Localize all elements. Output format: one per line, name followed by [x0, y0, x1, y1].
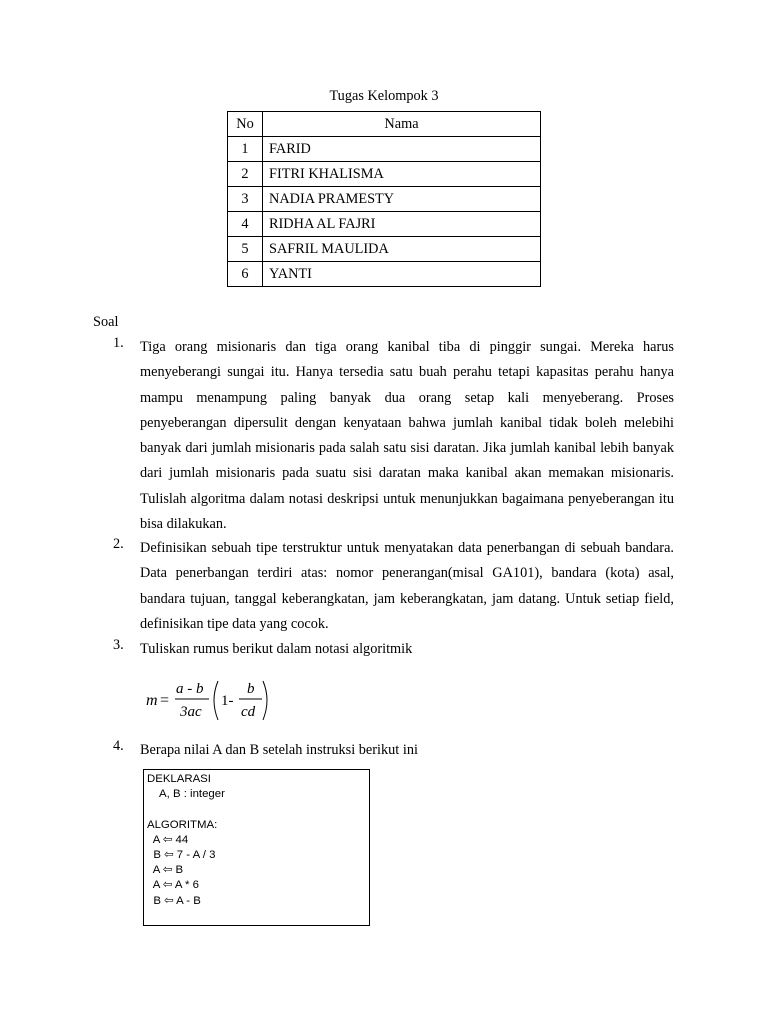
- question-item: [113, 738, 674, 763]
- code-line: B ⇦ 7 - A / 3: [147, 848, 216, 861]
- formula-frac1-numerator: a - b: [176, 681, 204, 697]
- code-box: [143, 769, 370, 926]
- row-no: 4: [228, 212, 263, 237]
- code-line: A, B : integer: [147, 788, 225, 801]
- soal-heading: Soal: [93, 314, 119, 330]
- code-line: [147, 802, 369, 817]
- question-number: 1.: [113, 335, 124, 351]
- question-number: 2.: [113, 536, 124, 552]
- row-no: 1: [228, 137, 263, 162]
- code-line: A ⇦ A * 6: [147, 879, 199, 892]
- table-row: [228, 237, 541, 262]
- row-nama: FARID: [263, 137, 541, 162]
- table-row: [228, 162, 541, 187]
- formula-equals: =: [160, 692, 170, 709]
- row-no: 5: [228, 237, 263, 262]
- question-item: [113, 335, 674, 537]
- question-text: Definisikan sebuah tipe terstruktur untuk menyatakan data penerbangan di sebuah bandara. Data penerbangan terdiri atas: nomor penerangan(misal GA101), bandara (kota) asal, bandara tujuan, tanggal keberangkatan, jam keberangkatan, jam datang. Untuk setiap field, definisikan tipe data yang cocok.: [140, 540, 674, 632]
- code-line: A ⇦ 44: [147, 833, 189, 846]
- formula-one-minus: 1-: [221, 693, 234, 709]
- formula-frac1-denominator: 3ac: [180, 704, 202, 720]
- question-number: 4.: [113, 738, 124, 754]
- right-paren: [263, 681, 267, 720]
- row-nama: RIDHA AL FAJRI: [263, 212, 541, 237]
- code-line: A ⇦ B: [147, 864, 184, 877]
- question-text: Tiga orang misionaris dan tiga orang kanibal tiba di pinggir sungai. Mereka harus menyeberangi sungai itu. Hanya tersedia satu buah perahu tetapi kapasitas perahu hanya mampu menampung paling banyak dua orang setap kali menyeberang. Proses penyeberangan dipersulit dengan kenyataan bahwa jumlah kanibal tidak boleh melebihi banyak dari jumlah misionaris pada salah satu sisi daratan. Jika jumlah kanibal lebih banyak dari jumlah misionaris pada suatu sisi daratan maka kanibal akan memakan misionaris. Tulislah algoritma dalam notasi deskripsi untuk menunjukkan bagaimana penyeberangan itu bisa dilakukan.: [140, 339, 674, 533]
- question-text: Tuliskan rumus berikut dalam notasi algoritmik: [140, 641, 413, 657]
- row-nama: FITRI KHALISMA: [263, 162, 541, 187]
- formula: [146, 678, 286, 726]
- header-no: No: [228, 112, 263, 137]
- formula-frac2-numerator: b: [247, 681, 255, 697]
- row-nama: YANTI: [263, 262, 541, 287]
- formula-lhs: m: [146, 692, 158, 709]
- row-no: 3: [228, 187, 263, 212]
- question-item: [113, 536, 674, 637]
- question-text: Berapa nilai A dan B setelah instruksi berikut ini: [140, 742, 418, 758]
- header-nama: Nama: [263, 112, 541, 137]
- code-line: B ⇦ A - B: [147, 894, 201, 907]
- row-nama: NADIA PRAMESTY: [263, 187, 541, 212]
- question-number: 3.: [113, 637, 124, 653]
- formula-frac2-denominator: cd: [241, 704, 256, 720]
- row-no: 2: [228, 162, 263, 187]
- member-table: [227, 111, 541, 287]
- table-header-row: [228, 112, 541, 137]
- left-paren: [214, 681, 218, 720]
- table-row: [228, 262, 541, 287]
- document-title: Tugas Kelompok 3: [329, 88, 439, 104]
- code-line: DEKLARASI: [147, 773, 211, 785]
- table-row: [228, 187, 541, 212]
- row-no: 6: [228, 262, 263, 287]
- question-item: [113, 637, 674, 662]
- row-nama: SAFRIL MAULIDA: [263, 237, 541, 262]
- code-line: ALGORITMA:: [147, 818, 218, 831]
- table-row: [228, 212, 541, 237]
- table-row: [228, 137, 541, 162]
